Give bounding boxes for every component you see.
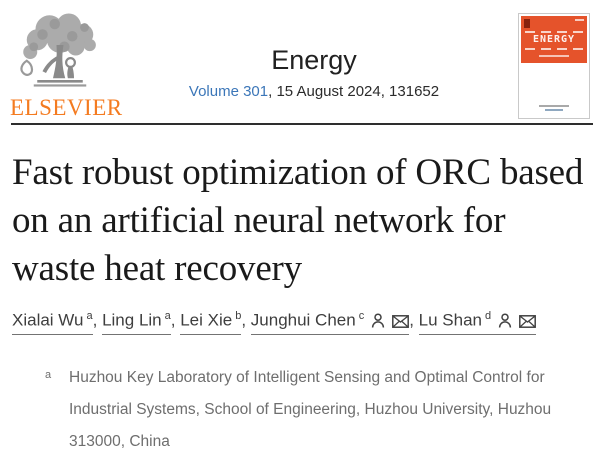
journal-header [0,0,600,123]
author-name: Lei Xie [180,310,233,330]
author-separator: , [241,310,251,330]
journal-title[interactable]: Energy [271,45,357,75]
cover-banner [521,16,587,63]
author-separator: , [409,310,419,330]
elsevier-tree-icon [16,10,104,94]
author-link[interactable] [102,311,171,330]
article-title: Fast robust optimization of ORC based on an artificial neural network for waste heat recovery [12,152,584,289]
author-link[interactable] [12,311,93,330]
issue-date-text: , 15 August 2024, 131652 [268,82,440,100]
author-name: Lu Shan [418,310,482,330]
header-divider [11,123,593,125]
author-link[interactable] [419,311,536,330]
affiliation [12,362,572,458]
article-head [0,149,600,458]
journal-info [110,8,518,100]
volume-line [110,83,518,100]
affiliation-text: Huzhou Key Laboratory of Intelligent Sensing and Optimal Control for Industrial Systems, School of Engineering, Huzhou University, Huzhou 313000, China [69,368,552,450]
author-separator: , [92,310,103,330]
envelope-icon[interactable] [519,315,536,328]
cover-logo-mark [524,19,530,28]
journal-cover-thumbnail[interactable] [518,13,590,119]
cover-text-row [525,48,583,50]
author-affiliation-sup: c [358,310,365,322]
author-affiliation-sup: a [164,310,171,322]
affiliation-sup: a [45,368,52,381]
author-affiliation-sup: a [86,310,93,322]
volume-link[interactable]: Volume 301 [188,82,269,100]
author-name: Ling Lin [102,310,162,330]
author-list [12,310,588,335]
cover-subtitle-mark [539,55,569,57]
envelope-icon[interactable] [392,315,409,328]
author-separator: , [170,310,181,330]
cover-text-row [525,31,583,33]
author-affiliation-sup: b [235,310,242,322]
cover-footer-marks [519,103,589,111]
cover-title: ENERGY [532,34,576,45]
person-icon[interactable] [498,313,512,328]
author-name: Xialai Wu [12,310,84,330]
author-link[interactable] [251,311,409,330]
author-affiliation-sup: d [485,310,492,322]
elsevier-wordmark: ELSEVIER [10,95,123,120]
author-link[interactable] [180,311,241,330]
cover-issue-mark [575,19,584,21]
author-name: Junghui Chen [250,310,356,330]
person-icon[interactable] [371,313,385,328]
elsevier-logo[interactable] [10,8,123,120]
